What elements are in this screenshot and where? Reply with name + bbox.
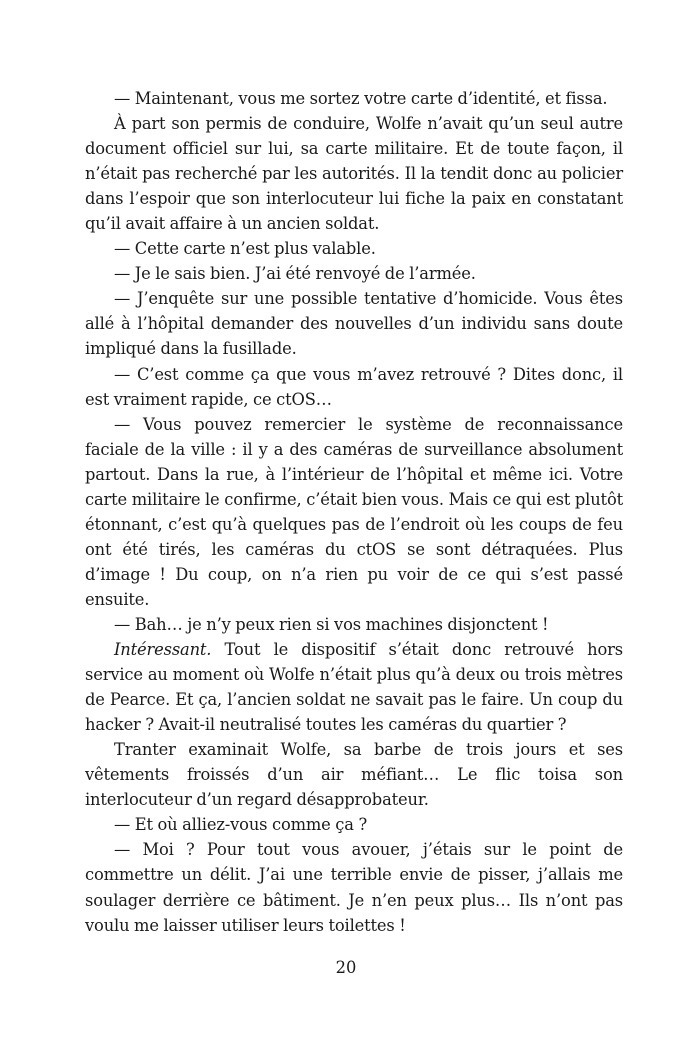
paragraph-text: — Vous pouvez remercier le système de reconnaissance faciale de la ville : il y a des caméras de surveillance absolument partout. Dans la rue, à l’intérieur de l’hôpital et même ici. Votre carte militaire le confirme, c’était bien vous. Mais ce qui est plutôt étonnant, c’est qu’à quelques pas de l’endroit où les coups de feu ont été tirés, les caméras du ctOS se sont détraquées. Plus d’image ! Du coup, on n’a rien pu voir de ce qui s’est passé ensuite. [85, 414, 623, 609]
paragraph-text: — Et où alliez-vous comme ça ? [114, 815, 368, 835]
paragraph [85, 837, 623, 937]
paragraph-text: — C’est comme ça que vous m’avez retrouvé ? Dites donc, il est vraiment rapide, ce ctOS… [85, 364, 623, 409]
paragraph-text: — J’enquête sur une possible tentative d’homicide. Vous êtes allé à l’hôpital demander des nouvelles d’un individu sans doute impliqué dans la fusillade. [85, 289, 623, 359]
paragraph [85, 261, 623, 286]
paragraph [85, 812, 623, 837]
paragraph [85, 362, 623, 412]
paragraph [85, 612, 623, 637]
paragraph-text: Tout le dispositif s’était donc retrouvé hors service au moment où Wolfe n’était plus qu’à deux ou trois mètres de Pearce. Et ça, l’ancien soldat ne savait pas le faire. Un coup du hacker ? Avait-il neutralisé toutes les caméras du quartier ? [85, 640, 623, 735]
page-number: 20 [335, 958, 357, 977]
paragraph-text: — Moi ? Pour tout vous avouer, j’étais sur le point de commettre un délit. J’ai une terrible envie de pisser, j’allais me soulager derrière ce bâtiment. Je n’en peux plus… Ils n’ont pas voulu me laisser utiliser leurs toilettes ! [85, 840, 623, 935]
paragraph [85, 737, 623, 812]
paragraph-text: — Maintenant, vous me sortez votre carte d’identité, et fissa. [114, 89, 608, 108]
italic-emphasis: Intéressant. [114, 640, 212, 660]
paragraph [85, 637, 623, 737]
paragraph-text: — Cette carte n’est plus valable. [114, 239, 376, 259]
page-body [85, 86, 623, 938]
paragraph [85, 412, 623, 612]
paragraph-text: — Je le sais bien. J’ai été renvoyé de l’armée. [114, 264, 476, 284]
paragraph [85, 86, 623, 111]
paragraph-text: Tranter examinait Wolfe, sa barbe de trois jours et ses vêtements froissés d’un air méfiant… Le flic toisa son interlocuteur d’un regard désapprobateur. [85, 740, 623, 810]
paragraph [85, 111, 623, 236]
paragraph-text: À part son permis de conduire, Wolfe n’avait qu’un seul autre document officiel sur lui, sa carte militaire. Et de toute façon, il n’était pas recherché par les autorités. Il la tendit donc au policier dans l’espoir que son interlocuteur lui fiche la paix en constatant qu’il avait affaire à un ancien soldat. [85, 114, 623, 234]
paragraph [85, 236, 623, 261]
paragraph [85, 286, 623, 361]
paragraph-text: — Bah… je n’y peux rien si vos machines disjonctent ! [114, 614, 549, 634]
